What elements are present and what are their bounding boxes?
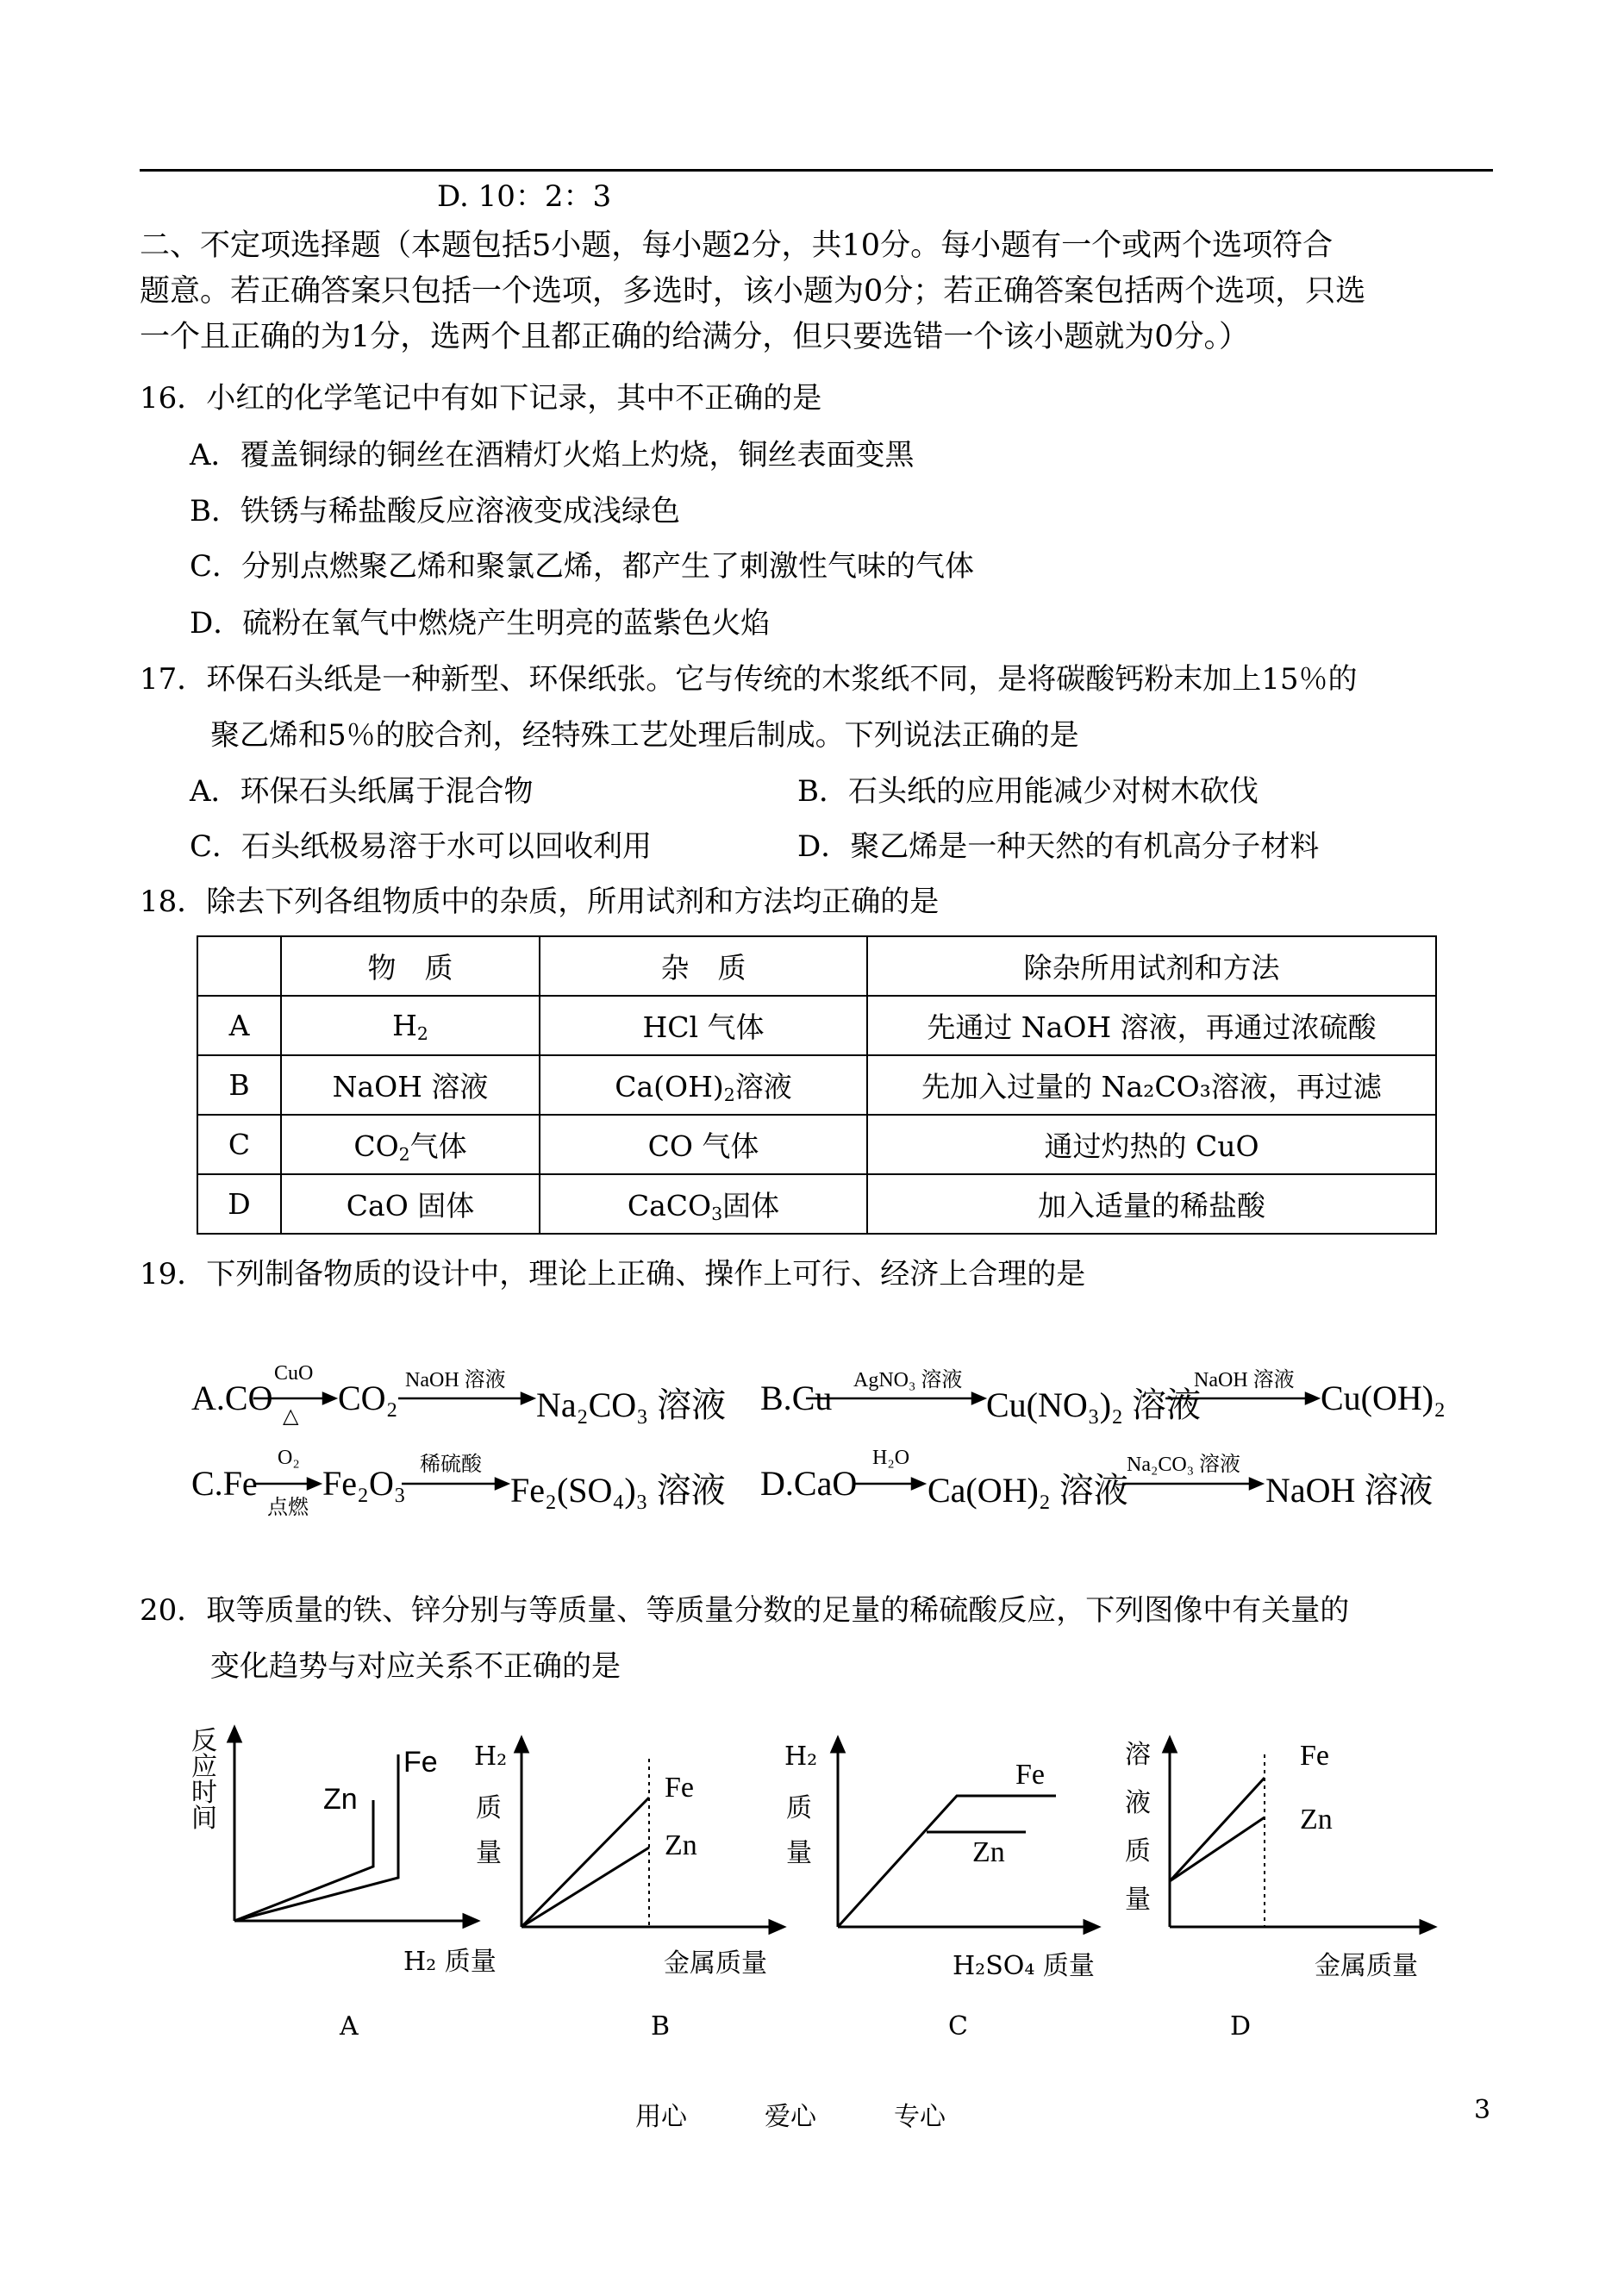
graph-d-zn-label: Zn [1300, 1804, 1333, 1835]
section-heading-line-1: 二、不定项选择题（本题包括5小题，每小题2分，共10分。每小题有一个或两个选项符合 [140, 228, 1334, 263]
graph-a-zn-label: Zn [323, 1783, 358, 1816]
scheme-c-reagent-2: 稀硫酸 [420, 1454, 482, 1476]
table-header-cell: 杂 质 [540, 936, 867, 996]
graph-b [515, 1738, 784, 1933]
q17-option-c: C．石头纸极易溶于水可以回收利用 [190, 829, 653, 864]
scheme-c-intermediate: Fe₂O₃ [322, 1464, 406, 1503]
graph-c-ylabel: 质 量 [786, 1793, 812, 1868]
substance-cell: CaO 固体 [281, 1174, 540, 1234]
scheme-c-condition-1: 点燃 [267, 1497, 309, 1519]
q17-option-b: B．石头纸的应用能减少对树木砍伐 [797, 774, 1259, 809]
graph-d-ylabel: 溶 液 质 量 [1125, 1740, 1151, 1915]
q16-option-c: C．分别点燃聚乙烯和聚氯乙烯，都产生了刺激性气味的气体 [190, 549, 975, 584]
graph-a-caption: A [340, 2011, 359, 2042]
substance-cell: NaOH 溶液 [281, 1055, 540, 1115]
footer-left: 用心 [635, 2102, 687, 2132]
page-number: 3 [1474, 2095, 1491, 2125]
section-heading-line-2: 题意。若正确答案只包括一个选项，多选时，该小题为0分；若正确答案包括两个选项，只选 [140, 274, 1366, 309]
graph-d-xlabel: 金属质量 [1315, 1951, 1418, 1981]
q17-option-d: D．聚乙烯是一种天然的有机高分子材料 [797, 829, 1320, 864]
graph-b-xlabel: 金属质量 [664, 1948, 767, 1979]
graph-b-zn-label: Zn [665, 1829, 697, 1861]
graph-a-xlabel: H₂ 质量 [403, 1947, 497, 1977]
q17-option-a: A．环保石头纸属于混合物 [190, 774, 534, 809]
q20-stem-line-2: 变化趋势与对应关系不正确的是 [210, 1649, 621, 1684]
row-key: D [197, 1174, 281, 1234]
impurity-cell: CaCO$_3$固体 [540, 1174, 867, 1234]
row-key: A [197, 996, 281, 1055]
impurity-cell: CO 气体 [540, 1115, 867, 1174]
graph-c-ylabel-top: H₂ [784, 1742, 818, 1772]
row-key: C [197, 1115, 281, 1174]
graph-a [228, 1728, 478, 1927]
scheme-d-product: NaOH 溶液 [1265, 1471, 1433, 1510]
scheme-b-start: B.Cu [760, 1379, 833, 1417]
scheme-b-product: Cu(OH)₂ [1321, 1379, 1446, 1417]
substance-cell: $CO_2$气体 [281, 1115, 540, 1174]
graph-c-xlabel: H₂SO₄ 质量 [953, 1951, 1095, 1981]
scheme-d-start: D.CaO [760, 1464, 858, 1503]
graph-c-zn-label: Zn [972, 1836, 1005, 1868]
scheme-a-condition-1: △ [283, 1405, 299, 1428]
graph-c-fe-label: Fe [1015, 1759, 1045, 1791]
q20-stem-line-1: 20．取等质量的铁、锌分别与等质量、等质量分数的足量的稀硫酸反应，下列图像中有关量的 [140, 1593, 1350, 1628]
q17-stem-line-2: 聚乙烯和5％的胶合剂，经特殊工艺处理后制成。下列说法正确的是 [210, 718, 1079, 753]
scheme-c-reagent-1: O₂ [278, 1447, 300, 1469]
scheme-a-intermediate: CO₂ [338, 1379, 398, 1417]
graph-d-caption: D [1230, 2011, 1252, 2042]
q19-stem: 19．下列制备物质的设计中，理论上正确、操作上可行、经济上合理的是 [140, 1257, 1086, 1291]
method-cell: 加入适量的稀盐酸 [867, 1174, 1436, 1234]
scheme-b-reagent-1: AgNO₃ 溶液 [853, 1369, 963, 1391]
scheme-d-reagent-2: Na₂CO₃ 溶液 [1127, 1454, 1241, 1476]
table-header-cell: 除杂所用试剂和方法 [867, 936, 1436, 996]
q16-option-a: A．覆盖铜绿的铜丝在酒精灯火焰上灼烧，铜丝表面变黑 [190, 438, 915, 472]
graph-b-caption: B [651, 2011, 671, 2042]
footer-right: 专心 [894, 2102, 946, 2132]
graph-d [1164, 1738, 1434, 1933]
graph-b-fe-label: Fe [665, 1772, 694, 1804]
graph-c [832, 1738, 1098, 1933]
scheme-d-reagent-1: H₂O [872, 1447, 910, 1469]
scheme-c-product: Fe₂(SO₄)₃ 溶液 [510, 1471, 726, 1510]
section-heading-line-3: 一个且正确的为1分，选两个且都正确的给满分，但只要选错一个该小题就为0分。） [140, 320, 1250, 354]
graph-c-caption: C [948, 2011, 968, 2042]
q15-option-d: D. 10：2：3 [437, 179, 612, 214]
q16-option-b: B．铁锈与稀盐酸反应溶液变成浅绿色 [190, 494, 680, 528]
scheme-d-intermediate: Ca(OH)₂ 溶液 [928, 1471, 1128, 1510]
graph-d-fe-label: Fe [1300, 1740, 1329, 1772]
q16-stem: 16．小红的化学笔记中有如下记录，其中不正确的是 [140, 381, 822, 416]
graph-b-ylabel-top: H₂ [474, 1742, 508, 1772]
q17-stem-line-1: 17．环保石头纸是一种新型、环保纸张。它与传统的木浆纸不同，是将碳酸钙粉末加上15％的 [140, 662, 1358, 697]
graph-b-ylabel: 质 量 [476, 1793, 502, 1868]
graph-a-fe-label: Fe [403, 1746, 438, 1779]
footer-middle: 爱心 [765, 2102, 816, 2132]
method-cell: 先通过 NaOH 溶液，再通过浓硫酸 [867, 996, 1436, 1055]
impurity-cell: $Ca(OH)_2$溶液 [540, 1055, 867, 1115]
substance-cell: $H_2$ [281, 996, 540, 1055]
scheme-a-reagent-1: CuO [274, 1362, 314, 1385]
scheme-a-reagent-2: NaOH 溶液 [405, 1369, 506, 1391]
table-header-cell: 物 质 [281, 936, 540, 996]
scheme-a-product: Na₂CO₃ 溶液 [536, 1385, 727, 1424]
scheme-b-intermediate: Cu(NO₃)₂ 溶液 [986, 1385, 1201, 1424]
impurity-cell: HCl 气体 [540, 996, 867, 1055]
graph-a-ylabel: 反 应 时 间 [191, 1726, 217, 1834]
scheme-a-start: A.CO [191, 1379, 273, 1417]
row-key: B [197, 1055, 281, 1115]
q18-stem: 18．除去下列各组物质中的杂质，所用试剂和方法均正确的是 [140, 885, 940, 919]
scheme-c-start: C.Fe [191, 1464, 258, 1503]
q16-option-d: D．硫粉在氧气中燃烧产生明亮的蓝紫色火焰 [190, 606, 771, 641]
method-cell: 先加入过量的 Na₂CO₃溶液，再过滤 [867, 1055, 1436, 1115]
scheme-b-reagent-2: NaOH 溶液 [1194, 1369, 1295, 1391]
method-cell: 通过灼热的 CuO [867, 1115, 1436, 1174]
